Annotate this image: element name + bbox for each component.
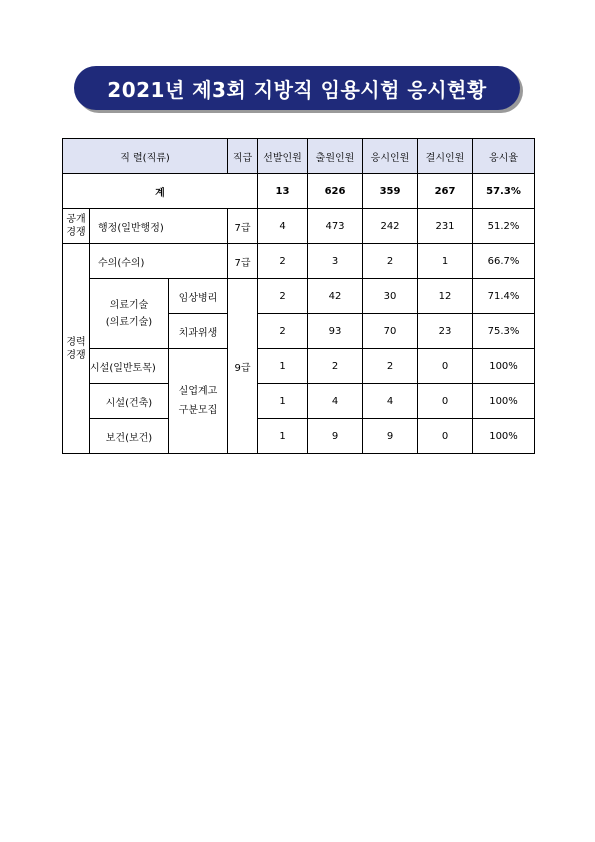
row-name: 보건(보건): [90, 419, 169, 454]
row-rate: 66.7%: [473, 244, 535, 279]
row-name: 행정(일반행정): [90, 209, 228, 244]
header-position: 직 렬(직류): [63, 139, 228, 174]
table-row: [63, 384, 535, 419]
row-name: 수의(수의): [90, 244, 228, 279]
sub-recruit: 실업계고 구분모집: [169, 349, 228, 454]
row-took: 4: [363, 384, 418, 419]
row-name: 임상병리: [169, 279, 228, 314]
row-took: 2: [363, 244, 418, 279]
row-selected: 2: [258, 244, 308, 279]
row-name: 시설(건축): [90, 384, 169, 419]
total-applied: 626: [308, 174, 363, 209]
row-selected: 1: [258, 349, 308, 384]
row-selected: 1: [258, 384, 308, 419]
table-row: [63, 279, 535, 314]
row-absent: 12: [418, 279, 473, 314]
row-rate: 100%: [473, 384, 535, 419]
total-absent: 267: [418, 174, 473, 209]
header-absent: 결시인원: [418, 139, 473, 174]
row-rate: 100%: [473, 419, 535, 454]
row-took: 9: [363, 419, 418, 454]
header-applied: 출원인원: [308, 139, 363, 174]
row-grade: 7급: [228, 244, 258, 279]
table-row: [63, 419, 535, 454]
row-selected: 4: [258, 209, 308, 244]
row-name: 시설(일반토목): [90, 349, 169, 384]
row-applied: 2: [308, 349, 363, 384]
row-name: 치과위생: [169, 314, 228, 349]
page-title-banner: [74, 66, 520, 110]
row-took: 2: [363, 349, 418, 384]
row-rate: 71.4%: [473, 279, 535, 314]
row-took: 30: [363, 279, 418, 314]
row-took: 70: [363, 314, 418, 349]
table-row: [63, 349, 535, 384]
row-applied: 42: [308, 279, 363, 314]
row-absent: 23: [418, 314, 473, 349]
row-applied: 3: [308, 244, 363, 279]
table-header-row: [63, 139, 535, 174]
row-absent: 0: [418, 384, 473, 419]
row-selected: 2: [258, 279, 308, 314]
total-label: 계: [63, 174, 258, 209]
row-absent: 1: [418, 244, 473, 279]
row-applied: 473: [308, 209, 363, 244]
total-rate: 57.3%: [473, 174, 535, 209]
table-row: [63, 209, 535, 244]
total-row: [63, 174, 535, 209]
row-took: 242: [363, 209, 418, 244]
group-career: 경력 경쟁: [63, 244, 90, 454]
header-took: 응시인원: [363, 139, 418, 174]
row-selected: 2: [258, 314, 308, 349]
row-applied: 4: [308, 384, 363, 419]
row-applied: 9: [308, 419, 363, 454]
total-took: 359: [363, 174, 418, 209]
row-absent: 231: [418, 209, 473, 244]
row-absent: 0: [418, 349, 473, 384]
page-title: 2021년 제3회 지방직 임용시험 응시현황: [107, 77, 487, 102]
header-selected: 선발인원: [258, 139, 308, 174]
grade-9: 9급: [228, 279, 258, 454]
medical-group: 의료기술 (의료기술): [90, 279, 169, 349]
row-rate: 51.2%: [473, 209, 535, 244]
table-row: [63, 244, 535, 279]
row-absent: 0: [418, 419, 473, 454]
row-selected: 1: [258, 419, 308, 454]
group-open: 공개 경쟁: [63, 209, 90, 244]
row-applied: 93: [308, 314, 363, 349]
row-rate: 100%: [473, 349, 535, 384]
exam-stats-table: [62, 138, 535, 454]
row-rate: 75.3%: [473, 314, 535, 349]
header-rate: 응시율: [473, 139, 535, 174]
total-selected: 13: [258, 174, 308, 209]
row-grade: 7급: [228, 209, 258, 244]
header-grade: 직급: [228, 139, 258, 174]
